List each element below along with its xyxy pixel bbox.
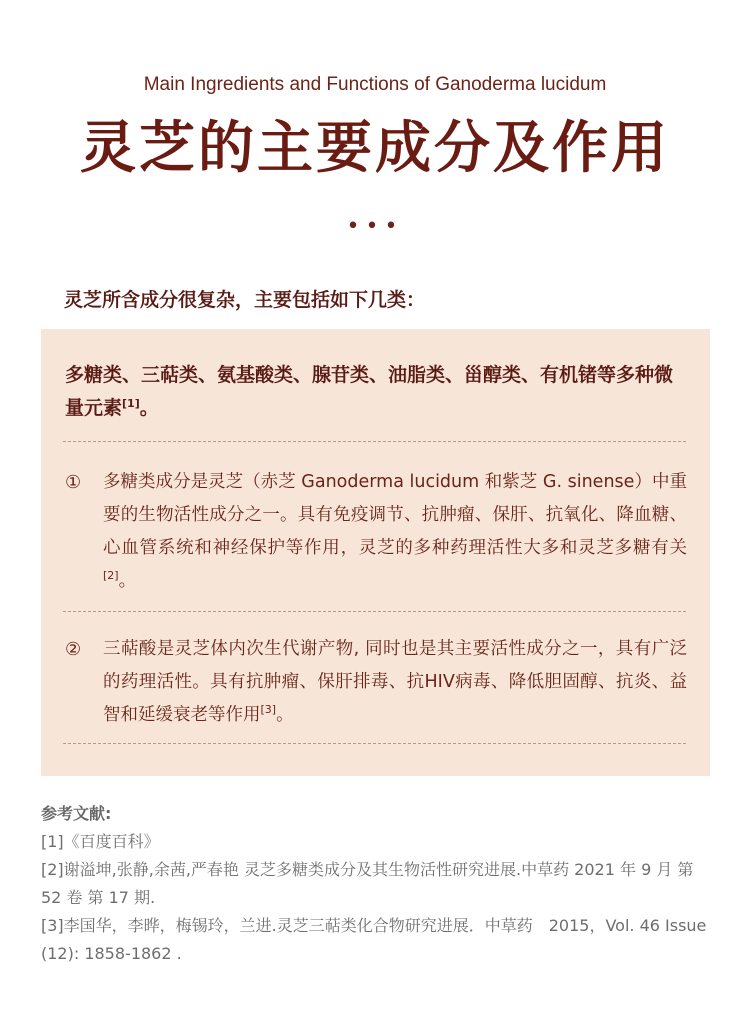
dashed-divider (63, 441, 686, 442)
item-body: 多糖类成分是灵芝（赤芝 Ganoderma lucidum 和紫芝 G. sinense）中重要的生物活性成分之一。具有免疫调节、抗肿瘤、保肝、抗氧化、降血糖、心血管系统和神经保护等作用，灵芝的多种药理活性大多和灵芝多糖有关 (103, 472, 687, 558)
references-section (41, 800, 709, 968)
item-number: ② (65, 639, 82, 660)
ingredient-item-polysaccharides (65, 466, 687, 598)
ingredient-item-triterpenes (65, 633, 687, 732)
page-title: 灵芝的主要成分及作用 (80, 116, 670, 181)
summary-text: 多糖类、三萜类、氨基酸类、腺苷类、油脂类、甾醇类、有机锗等多种微量元素 (65, 364, 674, 419)
dashed-divider (63, 743, 686, 744)
item-body: 三萜酸是灵芝体内次生代谢产物, 同时也是其主要活性成分之一，具有广泛的药理活性。具有抗肿瘤、保肝排毒、抗HIV病毒、降低胆固醇、抗炎、益智和延缓衰老等作用 (103, 639, 687, 725)
item-end: 。 (118, 571, 137, 591)
references-heading: 参考文献: (41, 804, 112, 823)
citation-3: [3] (260, 703, 277, 716)
summary-end: 。 (139, 397, 159, 419)
reference-item: [2]谢溢坤,张静,余茜,严春艳 灵芝多糖类成分及其生物活性研究进展.中草药 2021 年 9 月 第 52 卷 第 17 期. (41, 860, 694, 907)
item-text (103, 466, 687, 598)
dashed-divider (63, 611, 686, 612)
item-number: ① (65, 472, 82, 493)
item-end: 。 (276, 705, 294, 725)
item-text (103, 633, 687, 732)
reference-item: [1]《百度百科》 (41, 832, 160, 851)
intro-text: 灵芝所含成分很复杂，主要包括如下几类： (64, 289, 426, 311)
decorative-dots: ••• (346, 214, 404, 239)
citation-1: [1] (122, 397, 140, 410)
ingredients-panel (41, 329, 710, 776)
reference-item: [3]李国华，李晔，梅锡玲，兰进.灵芝三萜类化合物研究进展．中草药 2015，Vol. 46 Issue (12): 1858-1862 . (41, 916, 707, 963)
page-subtitle: Main Ingredients and Functions of Ganoderma lucidum (143, 74, 607, 95)
ingredients-summary (65, 359, 685, 425)
citation-2: [2] (103, 569, 119, 582)
